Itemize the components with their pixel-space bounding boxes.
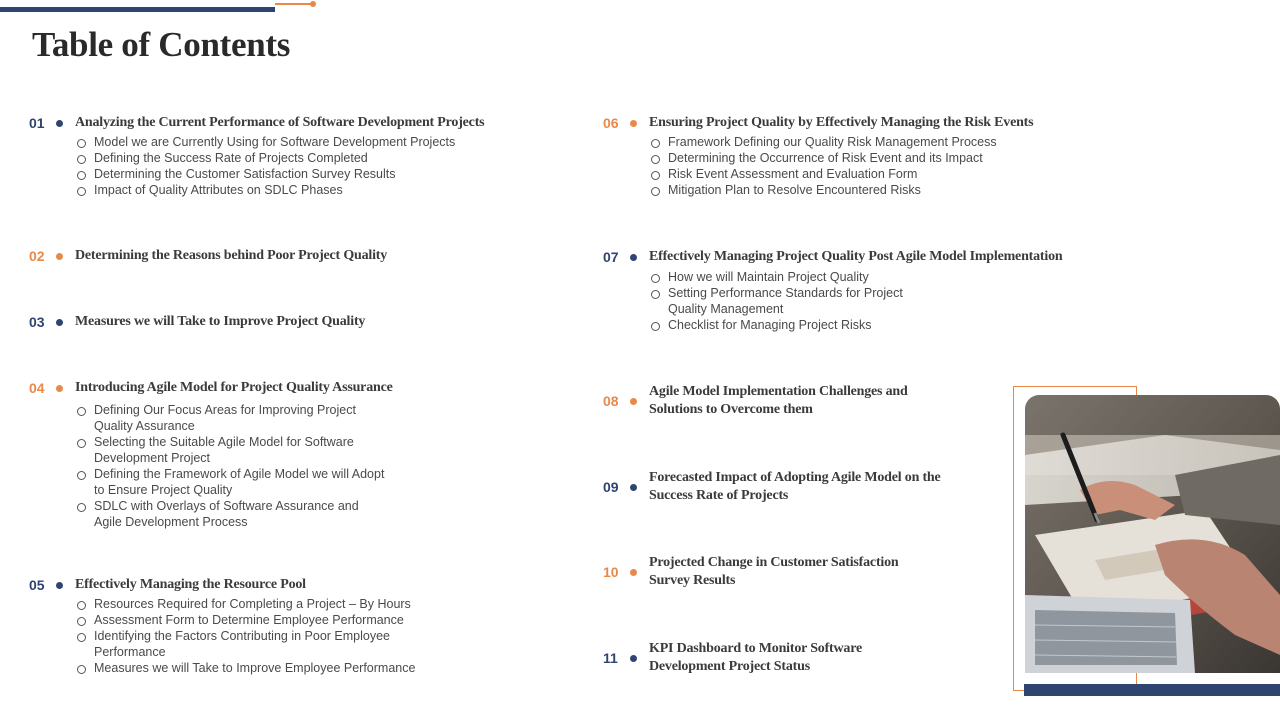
sub-item: Model we are Currently Using for Software Development Projects <box>75 134 455 150</box>
section-title: Effectively Managing the Resource Pool <box>75 577 306 592</box>
sub-item-text: Development Project <box>94 451 211 465</box>
section-number: 04 <box>29 380 45 396</box>
section-number: 08 <box>603 393 619 409</box>
sub-item: Assessment Form to Determine Employee Performance <box>75 612 415 628</box>
section-title: Measures we will Take to Improve Project Quality <box>75 314 366 329</box>
bottom-accent-bar <box>1024 684 1280 696</box>
sub-item-text: Quality Management <box>668 302 784 316</box>
sub-item: Framework Defining our Quality Risk Management Process <box>649 134 997 150</box>
section-title <box>649 554 898 590</box>
section-number: 06 <box>603 115 619 131</box>
sub-item-text: Setting Performance Standards for Project <box>668 286 903 300</box>
bullet-dot <box>56 253 63 260</box>
sub-item-text: Performance <box>94 645 166 659</box>
bullet-dot <box>56 120 63 127</box>
sub-item: Determining the Customer Satisfaction Survey Results <box>75 166 455 182</box>
sub-item <box>649 285 903 317</box>
section-title: Effectively Managing Project Quality Post Agile Model Implementation <box>649 249 1063 264</box>
sub-item: Measures we will Take to Improve Employee Performance <box>75 660 415 676</box>
sub-item-list <box>649 269 903 333</box>
section-title <box>649 640 862 676</box>
sub-item-text: Agile Development Process <box>94 515 248 529</box>
section-title <box>649 383 908 419</box>
section-number: 03 <box>29 314 45 330</box>
photo-writing-hand <box>1025 395 1280 673</box>
sub-item <box>75 498 384 530</box>
top-accent-dot <box>310 1 316 7</box>
section-title-line: Forecasted Impact of Adopting Agile Model on the <box>649 470 941 485</box>
sub-item-text: Identifying the Factors Contributing in Poor Employee <box>94 629 390 643</box>
bullet-dot <box>56 319 63 326</box>
section-title-line: Solutions to Overcome them <box>649 402 813 417</box>
sub-item-list <box>75 134 455 198</box>
sub-item-list <box>649 134 997 198</box>
sub-item-text: Selecting the Suitable Agile Model for Software <box>94 435 354 449</box>
bullet-dot <box>630 655 637 662</box>
section-number: 11 <box>603 650 618 666</box>
sub-item: Determining the Occurrence of Risk Event and its Impact <box>649 150 997 166</box>
section-title: Introducing Agile Model for Project Quality Assurance <box>75 380 393 395</box>
photo-illustration <box>1025 395 1280 673</box>
section-title <box>649 469 941 505</box>
section-title: Ensuring Project Quality by Effectively Managing the Risk Events <box>649 115 1034 130</box>
section-title-line: Development Project Status <box>649 659 810 674</box>
bullet-dot <box>56 385 63 392</box>
sub-item: How we will Maintain Project Quality <box>649 269 903 285</box>
section-title-line: Agile Model Implementation Challenges and <box>649 384 908 399</box>
page-title: Table of Contents <box>32 25 291 64</box>
section-number: 01 <box>29 115 45 131</box>
section-title: Determining the Reasons behind Poor Project Quality <box>75 248 388 263</box>
sub-item-text: Defining the Framework of Agile Model we will Adopt <box>94 467 385 481</box>
section-number: 10 <box>603 564 619 580</box>
section-title-line: Success Rate of Projects <box>649 488 789 503</box>
sub-item: Mitigation Plan to Resolve Encountered Risks <box>649 182 997 198</box>
sub-item: Impact of Quality Attributes on SDLC Phases <box>75 182 455 198</box>
sub-item <box>75 402 384 434</box>
sub-item-text: Quality Assurance <box>94 419 195 433</box>
top-accent-line <box>275 3 312 5</box>
bullet-dot <box>56 582 63 589</box>
bullet-dot <box>630 398 637 405</box>
top-accent-bar <box>0 7 275 12</box>
section-number: 02 <box>29 248 45 264</box>
section-number: 07 <box>603 249 619 265</box>
section-number: 05 <box>29 577 45 593</box>
sub-item <box>75 628 415 660</box>
sub-item: Checklist for Managing Project Risks <box>649 317 903 333</box>
sub-item <box>75 434 384 466</box>
section-title-line: KPI Dashboard to Monitor Software <box>649 641 862 656</box>
sub-item: Risk Event Assessment and Evaluation Form <box>649 166 997 182</box>
section-title: Analyzing the Current Performance of Software Development Projects <box>75 115 485 130</box>
section-number: 09 <box>603 479 619 495</box>
sub-item <box>75 466 384 498</box>
sub-item: Resources Required for Completing a Project – By Hours <box>75 596 415 612</box>
sub-item-text: SDLC with Overlays of Software Assurance and <box>94 499 359 513</box>
sub-item-text: to Ensure Project Quality <box>94 483 233 497</box>
sub-item-text: Defining Our Focus Areas for Improving Project <box>94 403 356 417</box>
section-title-line: Projected Change in Customer Satisfaction <box>649 555 899 570</box>
bullet-dot <box>630 254 637 261</box>
section-title-line: Survey Results <box>649 573 736 588</box>
bullet-dot <box>630 120 637 127</box>
sub-item-list <box>75 402 384 530</box>
bullet-dot <box>630 569 637 576</box>
sub-item: Defining the Success Rate of Projects Completed <box>75 150 455 166</box>
sub-item-list <box>75 596 415 676</box>
bullet-dot <box>630 484 637 491</box>
